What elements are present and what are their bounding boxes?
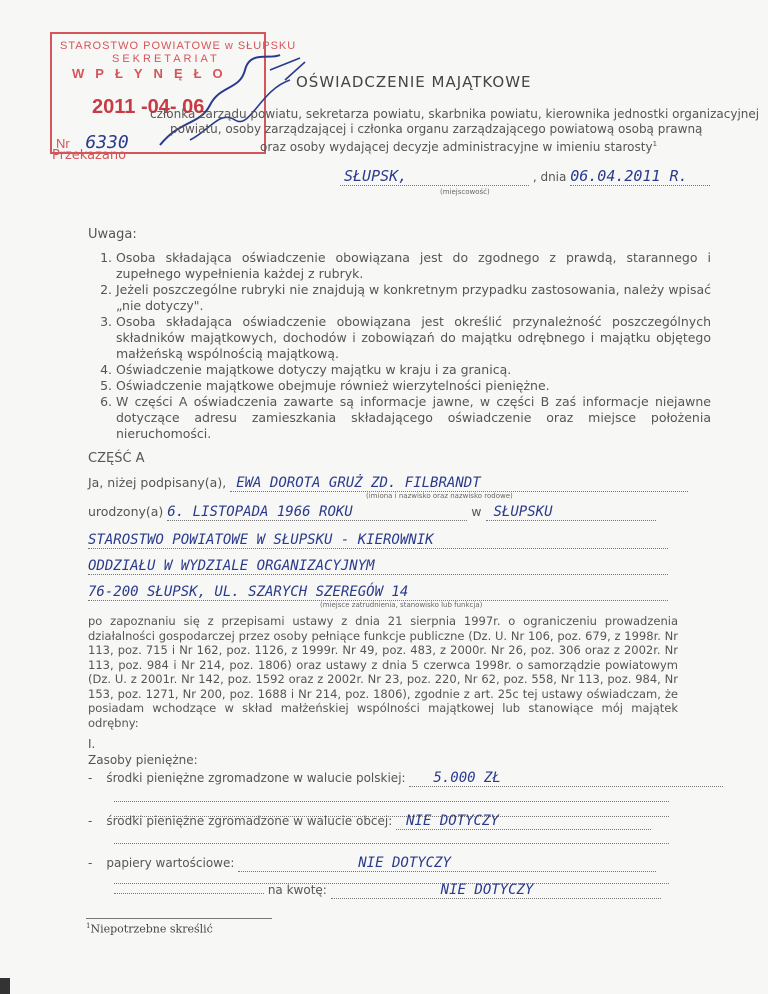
note-item: 6. W części A oświadczenia zawarte są informacje jawne, w części B zaś informacje niejawne dotyczące adresu zamieszkania składającego oświadczenie oraz miejsce położenia nieruchomości. [116, 394, 711, 442]
section-1-heading: Zasoby pieniężne: [88, 753, 198, 767]
place-value: SŁUPSK, [340, 167, 529, 186]
work-value-1: STAROSTWO POWIATOWE W SŁUPSKU - KIEROWNIK [88, 532, 668, 549]
stamp-date: 2011 -04- 06 [92, 96, 205, 118]
amount-label: na kwotę: [267, 883, 327, 897]
intro-line-2: powiatu, osoby zarządzającej i członka organu zarządzającego powiatową osobą prawną [170, 122, 703, 136]
foreign-label: środki pieniężne zgromadzone w walucie obcej: [106, 814, 393, 828]
work-value-3: 76-200 SŁUPSK, UL. SZARYCH SZEREGÓW 14 [88, 584, 668, 601]
securities-label: papiery wartościowe: [106, 856, 235, 870]
stamp-line-received: WPŁYNĘŁO [72, 66, 234, 81]
blank-line [114, 842, 669, 844]
work-line-2 [88, 558, 668, 575]
signed-label: Ja, niżej podpisany(a), [88, 475, 227, 490]
note-item: 3. Osoba składająca oświadczenie obowiązana jest określić przynależność poszczególnych składników majątkowych, dochodów i zobowiązań do majątku odrębnego i majątku objętego małżeńską wspólnością majątkową. [116, 314, 711, 362]
section-1-number: I. [88, 737, 96, 751]
document-title: OŚWIADCZENIE MAJĄTKOWE [296, 73, 532, 91]
born-label: urodzony(a) [88, 504, 164, 519]
foreign-line: - środki pieniężne zgromadzone w walucie obcej: NIE DOTYCZY [88, 813, 651, 830]
amount-line [114, 882, 661, 899]
intro-text [150, 107, 760, 155]
notes-list [88, 250, 711, 442]
note-item: 5. Oświadczenie majątkowe obejmuje również wierzytelności pieniężne. [116, 378, 711, 394]
born-line [88, 504, 656, 521]
legal-paragraph: po zapoznaniu się z przepisami ustawy z dnia 21 sierpnia 1997r. o ograniczeniu prowadzenia działalności gospodarczej przez osoby pełniące funkcje publiczne (Dz. U. Nr 106, poz. 679, z 1998r. Nr 113, poz. 715 i Nr 162, poz. 1126, z 1999r. Nr 49, poz. 483, z 2000r. Nr 26, poz. 306 oraz z 2002r. Nr 113, poz. 984 i Nr 214, poz. 1806) oraz ustawy z dnia 5 czerwca 1998r. o samorządzie powiatowym (Dz. U. z 2001r. Nr 142, poz. 1592 oraz z 2002r. Nr 23, poz. 220, Nr 62, poz. 558, Nr 113, poz. 984, Nr 153, poz. 1271, Nr 200, poz. 1688 i Nr 214, poz. 1806), zgodnie z art. 25c tej ustawy oświadczam, że posiadam wchodzące w skład małżeńskiej wspólności majątkowej lub stanowiące mój majątek odrębny: [88, 614, 678, 730]
notes-heading: Uwaga: [88, 227, 137, 242]
stamp-nr-label: Nr [56, 136, 70, 151]
scan-edge-mark [0, 978, 10, 994]
born-in-label: w [471, 504, 482, 519]
part-a-heading: CZĘŚĆ A [88, 451, 145, 466]
born-date-value: 6. LISTOPADA 1966 ROKU [167, 504, 467, 521]
place-caption: (miejscowość) [440, 188, 490, 196]
pln-label: środki pieniężne zgromadzone w walucie polskiej: [106, 771, 406, 785]
blank-line [114, 800, 669, 802]
footnote [86, 922, 213, 936]
name-caption: (imiona i nazwisko oraz nazwisko rodowe) [366, 492, 513, 500]
work-line-1 [88, 532, 668, 549]
place-date-line [340, 167, 710, 186]
stamp-line-secretariat: SEKRETARIAT [112, 53, 220, 65]
date-label: , dnia [532, 170, 567, 184]
intro-footnote-mark: 1 [652, 140, 658, 148]
pln-line: - środki pieniężne zgromadzone w walucie polskiej: 5.000 ZŁ [88, 770, 723, 787]
work-value-2: ODDZIAŁU W WYDZIALE ORGANIZACYJNYM [88, 558, 668, 575]
stamp-line-office: STAROSTWO POWIATOWE w SŁUPSKU [60, 40, 297, 52]
work-line-3 [88, 584, 668, 601]
signed-line [88, 475, 688, 492]
date-value: 06.04.2011 R. [570, 167, 710, 186]
note-item: 1. Osoba składająca oświadczenie obowiązana jest do zgodnego z prawdą, starannego i zupełnego wypełnienia każdej z rubryk. [116, 250, 711, 282]
footnote-text: Niepotrzebne skreślić [90, 922, 213, 936]
intro-line-3-text: oraz osoby wydającej decyzje administracyjne w imieniu starosty [260, 140, 653, 154]
note-item: 4. Oświadczenie majątkowe dotyczy majątku w kraju i za granicą. [116, 362, 711, 378]
footnote-rule [86, 918, 272, 919]
born-place-value: SŁUPSKU [486, 504, 656, 521]
securities-line: - papiery wartościowe: NIE DOTYCZY [88, 855, 656, 872]
intro-line-1: członka zarządu powiatu, sekretarza powiatu, skarbnika powiatu, kierownika jednostki organizacyjnej [150, 107, 760, 121]
work-caption: (miejsce zatrudnienia, stanowisko lub funkcja) [320, 601, 483, 609]
note-item: 2. Jeżeli poszczególne rubryki nie znajdują w konkretnym przypadku zastosowania, należy wpisać „nie dotyczy". [116, 282, 711, 314]
amount-value: NIE DOTYCZY [331, 882, 661, 899]
foreign-value: NIE DOTYCZY [396, 813, 651, 830]
footnote-mark: 1 [86, 922, 91, 930]
intro-line-3 [150, 137, 740, 155]
stamp-nr-value: 6330 [85, 132, 129, 153]
name-value: EWA DOROTA GRUŻ ZD. FILBRANDT [230, 475, 688, 492]
stamp-forwarded: Przekazano [52, 148, 127, 163]
pln-value: 5.000 ZŁ [409, 770, 723, 787]
securities-value: NIE DOTYCZY [238, 855, 656, 872]
